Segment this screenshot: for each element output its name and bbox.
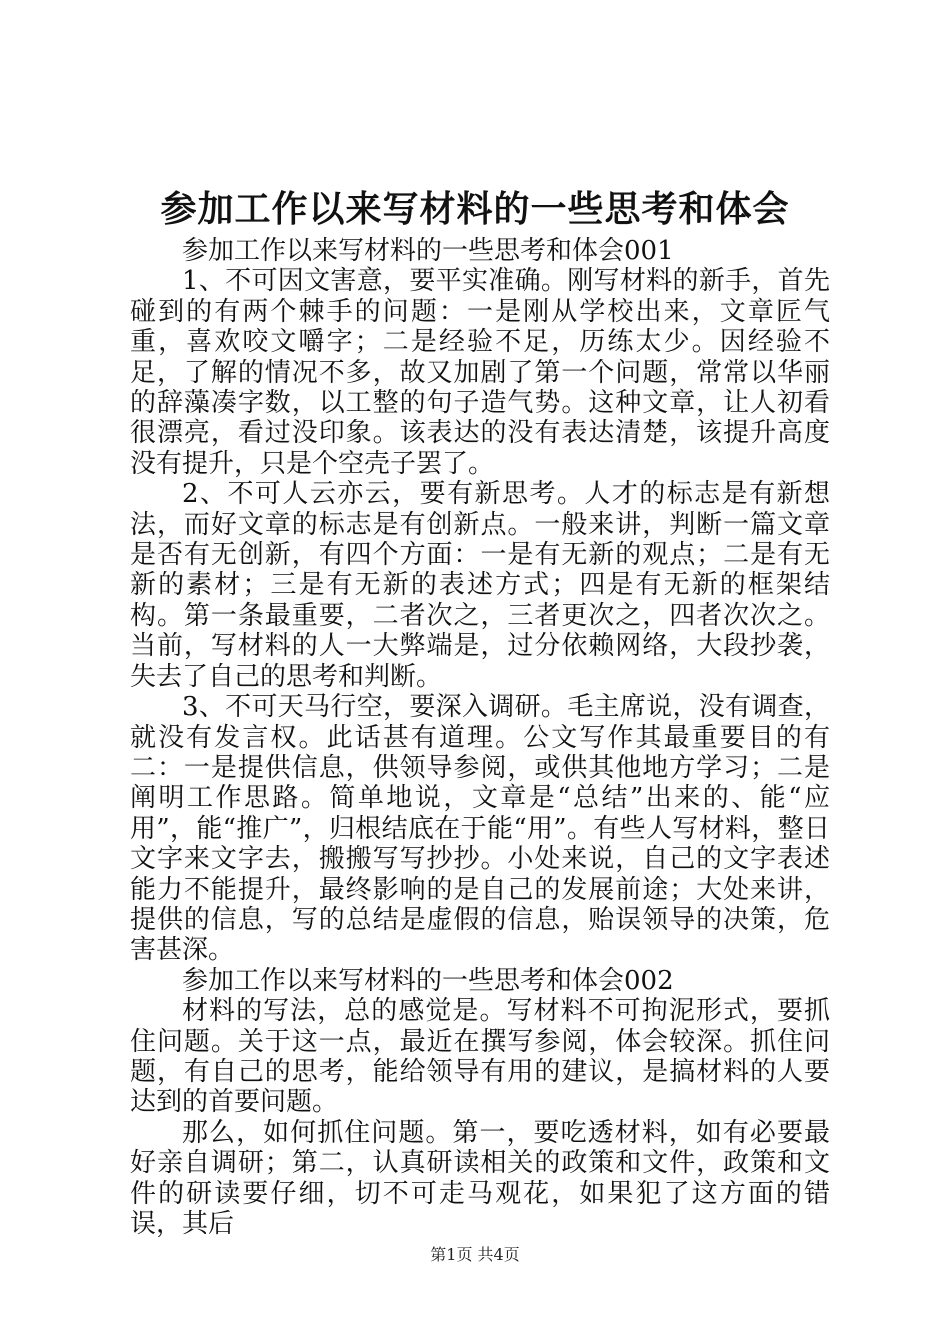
document-title: 参加工作以来写材料的一些思考和体会 — [160, 188, 790, 230]
paragraph-4: 材料的写法，总的感觉是。写材料不可拘泥形式，要抓住问题。关于这一点，最近在撰写参阅，体会较深。抓住问题，有自己的思考，能给领导有用的建议，是搞材料的人要达到的首要问题。 — [130, 996, 830, 1118]
paragraph-1: 1、不可因文害意，要平实准确。刚写材料的新手，首先碰到的有两个棘手的问题：一是刚从学校出来，文章匠气重，喜欢咬文嚼字；二是经验不足，历练太少。因经验不足，了解的情况不多，故又加剧了第一个问题，常常以华丽的辞藻凑字数，以工整的句子造气势。这种文章，让人初看很漂亮，看过没印象。该表达的没有表达清楚，该提升高度没有提升，只是个空壳子罢了。 — [130, 266, 830, 479]
document-body — [130, 236, 830, 1239]
subtitle-001: 参加工作以来写材料的一些思考和体会001 — [182, 236, 674, 266]
subtitle-002: 参加工作以来写材料的一些思考和体会002 — [182, 965, 674, 996]
paragraph-5: 那么，如何抓住问题。第一，要吃透材料，如有必要最好亲自调研；第二，认真研读相关的政策和文件，政策和文件的研读要仔细，切不可走马观花，如果犯了这方面的错误，其后 — [130, 1117, 830, 1239]
page-footer: 第1页 共4页 — [430, 1245, 520, 1264]
paragraph-2: 2、不可人云亦云，要有新思考。人才的标志是有新想法，而好文章的标志是有创新点。一般来讲，判断一篇文章是否有无创新，有四个方面：一是有无新的观点；二是有无新的素材；三是有无新的表述方式；四是有无新的框架结构。第一条最重要，二者次之，三者更次之，四者次次之。当前，写材料的人一大弊端是，过分依赖网络，大段抄袭，失去了自己的思考和判断。 — [130, 479, 830, 692]
paragraph-3: 3、不可天马行空，要深入调研。毛主席说，没有调查，就没有发言权。此话甚有道理。公文写作其最重要目的有二：一是提供信息，供领导参阅，或供其他地方学习；二是阐明工作思路。简单地说，文章是“总结”出来的、能“应用”，能“推广”，归根结底在于能“用”。有些人写材料，整日文字来文字去，搬搬写写抄抄。小处来说，自己的文字表述能力不能提升，最终影响的是自己的发展前途；大处来讲，提供的信息，写的总结是虚假的信息，贻误领导的决策，危害甚深。 — [130, 692, 830, 966]
